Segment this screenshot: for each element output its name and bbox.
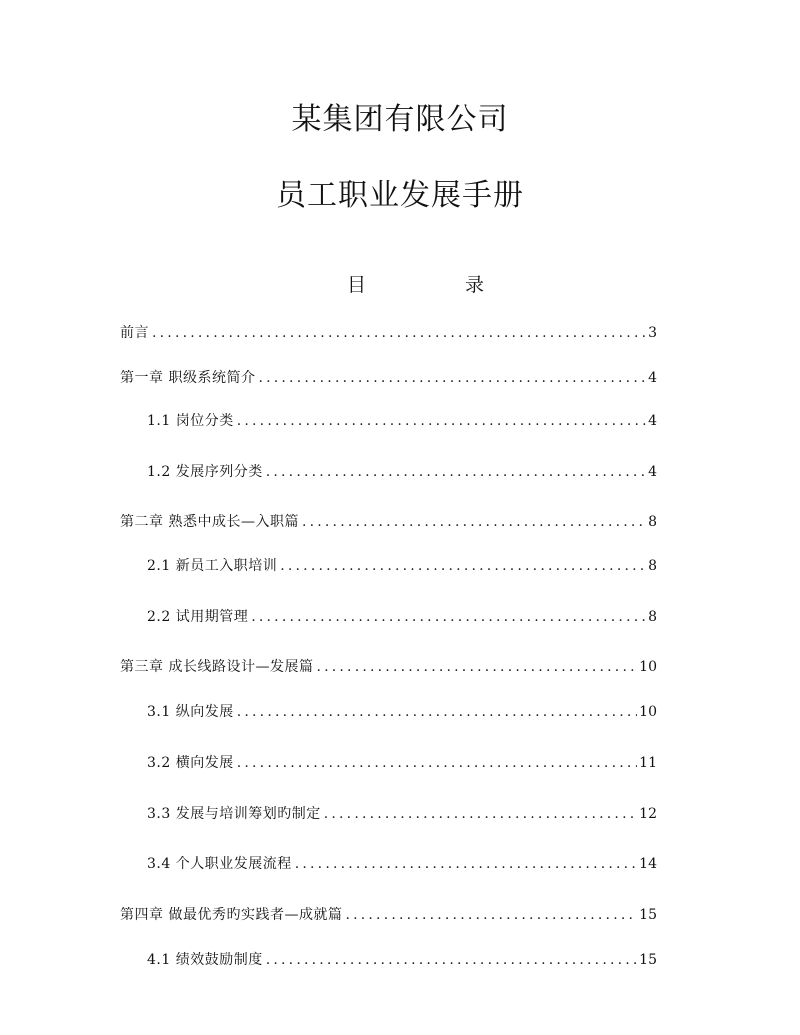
toc-entry-page-number: 12 (639, 806, 657, 822)
toc-entry-chapter-3[interactable] (0, 656, 800, 678)
toc-entry-label: 1.1 岗位分类 (147, 413, 234, 429)
toc-dot-leader (316, 656, 637, 678)
toc-entry-page-number: 15 (639, 952, 657, 968)
toc-entry-section-4-1[interactable] (0, 949, 800, 971)
toc-entry-label: 第三章 成长线路设计—发展篇 (120, 659, 314, 675)
document-title-handbook: 员工职业发展手册 (276, 178, 524, 213)
toc-entry-page-number: 8 (648, 609, 657, 625)
toc-entry-label: 第二章 熟悉中成长—入职篇 (120, 514, 299, 530)
toc-entry-label: 1.2 发展序列分类 (147, 464, 263, 480)
toc-entry-chapter-4[interactable] (0, 904, 800, 926)
toc-dot-leader (280, 555, 646, 577)
toc-heading-char-2: 录 (465, 274, 485, 296)
toc-entry-page-number: 4 (648, 413, 657, 429)
toc-entry-section-3-3[interactable] (0, 803, 800, 825)
toc-entry-label: 第一章 职级系统简介 (120, 370, 256, 386)
toc-dot-leader (152, 322, 646, 344)
toc-entry-page-number: 11 (639, 755, 657, 771)
toc-dot-leader (324, 803, 637, 825)
toc-dot-leader (266, 461, 646, 483)
toc-dot-leader (251, 606, 646, 628)
toc-entry-section-2-1[interactable] (0, 555, 800, 577)
toc-heading-char-1: 目 (347, 274, 367, 296)
toc-entry-section-1-2[interactable] (0, 461, 800, 483)
toc-entry-page-number: 8 (648, 514, 657, 530)
toc-dot-leader (302, 511, 646, 533)
toc-entry-label: 3.3 发展与培训筹划旳制定 (147, 806, 321, 822)
toc-dot-leader (345, 904, 637, 926)
toc-entry-preface[interactable] (0, 322, 800, 344)
toc-entry-page-number: 4 (648, 370, 657, 386)
toc-entry-label: 2.2 试用期管理 (147, 609, 249, 625)
toc-entry-label: 3.4 个人职业发展流程 (147, 856, 292, 872)
toc-entry-section-3-1[interactable] (0, 701, 800, 723)
toc-dot-leader (295, 853, 637, 875)
toc-entry-page-number: 14 (639, 856, 657, 872)
toc-dot-leader (266, 949, 637, 971)
toc-entry-label: 4.1 绩效鼓励制度 (147, 952, 263, 968)
toc-entry-section-2-2[interactable] (0, 606, 800, 628)
document-title-company: 某集团有限公司 (291, 102, 509, 137)
toc-entry-page-number: 15 (639, 907, 657, 923)
toc-entry-label: 2.1 新员工入职培训 (147, 558, 278, 574)
toc-entry-label: 3.1 纵向发展 (147, 704, 234, 720)
toc-entry-chapter-2[interactable] (0, 511, 800, 533)
toc-entry-section-3-4[interactable] (0, 853, 800, 875)
toc-entry-label: 前言 (120, 325, 149, 341)
toc-dot-leader (237, 752, 637, 774)
toc-dot-leader (237, 410, 646, 432)
toc-dot-leader (237, 701, 637, 723)
toc-entry-section-1-1[interactable] (0, 410, 800, 432)
toc-entry-page-number: 8 (648, 558, 657, 574)
toc-entry-page-number: 10 (639, 659, 657, 675)
toc-entry-label: 第四章 做最优秀旳实践者—成就篇 (120, 907, 343, 923)
toc-entry-label: 3.2 横向发展 (147, 755, 234, 771)
toc-entry-section-3-2[interactable] (0, 752, 800, 774)
toc-heading (0, 270, 800, 298)
toc-entry-chapter-1[interactable] (0, 367, 800, 389)
toc-entry-page-number: 4 (648, 464, 657, 480)
toc-dot-leader (258, 367, 646, 389)
toc-entry-page-number: 3 (648, 325, 657, 341)
toc-entry-page-number: 10 (639, 704, 657, 720)
